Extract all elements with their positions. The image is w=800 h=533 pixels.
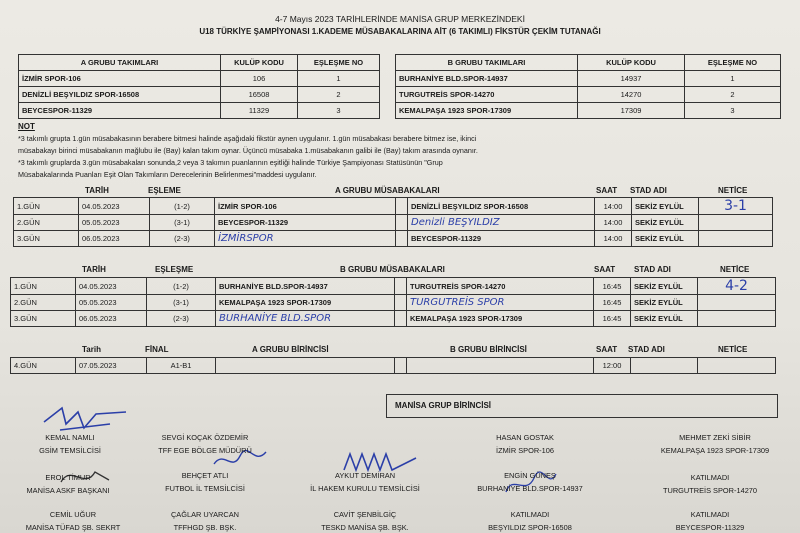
pair-cell: A1-B1 bbox=[147, 358, 216, 374]
document-title-line2: U18 TÜRKİYE ŞAMPİYONASI 1.KADEME MÜSABAKALARINA AİT (6 TAKIMLI) FİKSTÜR ÇEKİM TUTANAĞI bbox=[199, 27, 601, 36]
venue-cell: SEKİZ EYLÜL bbox=[631, 278, 698, 295]
note-line: *3 takımlı gruplarda 3.gün müsabakaları sonunda,2 veya 3 takımın puanlarının eşitliği halinde Türkiye Şampiyonası Statüsünün "Grup bbox=[18, 158, 443, 167]
signature-name: CAVİT ŞENBİLGİÇ bbox=[333, 510, 397, 519]
notes-title: NOT bbox=[18, 122, 35, 131]
home-team-cell: İZMİRSPOR bbox=[215, 231, 396, 247]
table-row bbox=[396, 71, 781, 87]
day-cell: 3.GÜN bbox=[14, 231, 79, 247]
code-cell: 16508 bbox=[221, 87, 298, 103]
pair-cell: 3 bbox=[685, 103, 781, 119]
signature-name: CEMİL UĞUR bbox=[49, 510, 97, 519]
group-b-teams-table bbox=[395, 54, 781, 119]
note-line: müsabakayı birinci müsabakanın mağlubu ile (Bay) kalan takım oynar. Üçüncü müsabaka 1.müsabakanın galibi ile (Bay) takım arasında oynanır. bbox=[18, 146, 478, 155]
pair-cell: 2 bbox=[298, 87, 380, 103]
table-row bbox=[396, 103, 781, 119]
away-team-cell: TURGUTREİS SPOR-14270 bbox=[407, 278, 594, 295]
signature-title: MANİSA ASKF BAŞKANI bbox=[26, 486, 110, 495]
signature-title: TESKD MANİSA ŞB. BŞK. bbox=[321, 523, 409, 532]
note-line: *3 takımlı grupta 1.gün müsabakasının berabere bitmesi halinde aşağıdaki fikstür aynen uygulanır. 1.gün müsabakası berabere bitmez ise, ikinci bbox=[18, 134, 477, 143]
time-cell: 16:45 bbox=[594, 311, 631, 327]
venue-cell: SEKİZ EYLÜL bbox=[632, 231, 699, 247]
signature-title: TURGUTREİS SPOR-14270 bbox=[662, 486, 758, 495]
col-header: B GRUBU TAKIMLARI bbox=[396, 55, 578, 71]
signature-name: KATILMADI bbox=[690, 473, 730, 482]
group-winner-box bbox=[386, 394, 778, 418]
home-team-cell: BEYCESPOR-11329 bbox=[215, 215, 396, 231]
venue-cell: SEKİZ EYLÜL bbox=[631, 311, 698, 327]
team-cell: DENİZLİ BEŞYILDIZ SPOR-16508 bbox=[19, 87, 221, 103]
time-cell: 14:00 bbox=[595, 198, 632, 215]
signature-title: BEYCESPOR-11329 bbox=[675, 523, 745, 532]
venue-cell bbox=[631, 358, 698, 374]
time-cell: 16:45 bbox=[594, 295, 631, 311]
away-team-cell: TURGUTREİS SPOR bbox=[407, 295, 594, 311]
home-team-cell: İZMİR SPOR-106 bbox=[215, 198, 396, 215]
col-header: TARİH bbox=[85, 186, 109, 195]
result-cell: 3-1 bbox=[699, 198, 773, 215]
date-cell: 05.05.2023 bbox=[76, 295, 147, 311]
away-team-cell: BEYCESPOR-11329 bbox=[408, 231, 595, 247]
pair-cell: (3-1) bbox=[147, 295, 216, 311]
table-row bbox=[11, 311, 776, 327]
col-header: KULÜP KODU bbox=[221, 55, 298, 71]
pair-cell: 1 bbox=[685, 71, 781, 87]
team-cell: İZMİR SPOR-106 bbox=[19, 71, 221, 87]
pair-cell: (1-2) bbox=[147, 278, 216, 295]
time-cell: 16:45 bbox=[594, 278, 631, 295]
col-header: EŞLEŞME bbox=[155, 265, 194, 274]
section-title: B GRUBU MÜSABAKALARI bbox=[340, 265, 445, 274]
signature-title: BURHANİYE BLD.SPOR-14937 bbox=[477, 484, 583, 493]
venue-cell: SEKİZ EYLÜL bbox=[632, 198, 699, 215]
table-row bbox=[19, 87, 380, 103]
day-cell: 3.GÜN bbox=[11, 311, 76, 327]
away-team-cell: DENİZLİ BEŞYILDIZ SPOR-16508 bbox=[408, 198, 595, 215]
day-cell: 4.GÜN bbox=[11, 358, 76, 374]
col-header: EŞLEŞME NO bbox=[685, 55, 781, 71]
day-cell: 2.GÜN bbox=[11, 295, 76, 311]
time-cell: 14:00 bbox=[595, 231, 632, 247]
table-row bbox=[14, 215, 773, 231]
day-cell: 1.GÜN bbox=[14, 198, 79, 215]
signature-name: ENGİN GÜNEŞ bbox=[504, 471, 556, 480]
col-header: A GRUBU BİRİNCİSİ bbox=[252, 345, 329, 354]
venue-cell: SEKİZ EYLÜL bbox=[632, 215, 699, 231]
document-title-line1: 4-7 Mayıs 2023 TARİHLERİNDE MANİSA GRUP MERKEZİNDEKİ bbox=[275, 14, 525, 24]
signature-title: İZMİR SPOR-106 bbox=[496, 446, 554, 455]
day-cell: 2.GÜN bbox=[14, 215, 79, 231]
code-cell: 11329 bbox=[221, 103, 298, 119]
result-cell bbox=[698, 295, 776, 311]
team-cell: BURHANİYE BLD.SPOR-14937 bbox=[396, 71, 578, 87]
col-header: STAD ADI bbox=[634, 265, 671, 274]
result-cell: 4-2 bbox=[698, 278, 776, 295]
col-header: STAD ADI bbox=[630, 186, 667, 195]
signature-name: AYKUT DEMİRAN bbox=[334, 471, 396, 480]
date-cell: 06.05.2023 bbox=[76, 311, 147, 327]
result-cell bbox=[699, 215, 773, 231]
home-team-cell: KEMALPAŞA 1923 SPOR-17309 bbox=[216, 295, 395, 311]
group-a-teams-table bbox=[18, 54, 380, 119]
signature-name: BEHÇET ATLI bbox=[181, 471, 229, 480]
day-cell: 1.GÜN bbox=[11, 278, 76, 295]
col-header: EŞLEME bbox=[148, 186, 181, 195]
date-cell: 05.05.2023 bbox=[79, 215, 150, 231]
group-b-matches-table bbox=[10, 277, 776, 327]
col-header: A GRUBU TAKIMLARI bbox=[19, 55, 221, 71]
col-header: SAAT bbox=[594, 265, 616, 274]
date-cell: 04.05.2023 bbox=[79, 198, 150, 215]
table-row bbox=[11, 295, 776, 311]
group-a-matches-table bbox=[13, 197, 773, 247]
signature-name: ÇAĞLAR UYARCAN bbox=[170, 510, 240, 519]
team-cell: KEMALPAŞA 1923 SPOR-17309 bbox=[396, 103, 578, 119]
signature-name: KATILMADI bbox=[690, 510, 730, 519]
pair-cell: (1-2) bbox=[150, 198, 215, 215]
pair-cell: 1 bbox=[298, 71, 380, 87]
col-header: Tarih bbox=[82, 345, 101, 354]
home-team-cell: BURHANİYE BLD.SPOR-14937 bbox=[216, 278, 395, 295]
table-row bbox=[19, 71, 380, 87]
col-header: KULÜP KODU bbox=[578, 55, 685, 71]
note-line: Müsabakalarında Puanları Eşit Olan Takımların Derecelerinin Belirlenmesi"maddesi uygulanır. bbox=[18, 170, 317, 179]
away-team-cell: KEMALPAŞA 1923 SPOR-17309 bbox=[407, 311, 594, 327]
col-header: NETİCE bbox=[718, 186, 748, 195]
group-winner-label: MANİSA GRUP BİRİNCİSİ bbox=[395, 401, 492, 410]
code-cell: 14270 bbox=[578, 87, 685, 103]
table-row bbox=[11, 278, 776, 295]
signature-name: KATILMADI bbox=[510, 510, 550, 519]
result-cell bbox=[699, 231, 773, 247]
team-cell: BEYCESPOR-11329 bbox=[19, 103, 221, 119]
signature-name: KEMAL NAMLI bbox=[45, 433, 95, 442]
pair-cell: (2-3) bbox=[150, 231, 215, 247]
code-cell: 17309 bbox=[578, 103, 685, 119]
time-cell: 14:00 bbox=[595, 215, 632, 231]
pair-cell: (3-1) bbox=[150, 215, 215, 231]
time-cell: 12:00 bbox=[594, 358, 631, 374]
col-header: SAAT bbox=[596, 345, 618, 354]
code-cell: 106 bbox=[221, 71, 298, 87]
signature-title: KEMALPAŞA 1923 SPOR-17309 bbox=[660, 446, 770, 455]
signature-title: MANİSA TÜFAD ŞB. SEKRT bbox=[25, 523, 121, 532]
col-header: TARİH bbox=[82, 265, 106, 274]
signature-name: MEHMET ZEKİ SİBİR bbox=[679, 433, 751, 442]
result-cell bbox=[698, 311, 776, 327]
final-match-table bbox=[10, 357, 776, 374]
signature-title: BEŞYILDIZ SPOR-16508 bbox=[488, 523, 572, 532]
col-header: FİNAL bbox=[145, 345, 169, 354]
signature-title: GSİM TEMSİLCİSİ bbox=[39, 446, 101, 455]
pair-cell: 2 bbox=[685, 87, 781, 103]
table-row bbox=[14, 231, 773, 247]
col-header: SAAT bbox=[596, 186, 618, 195]
away-team-cell: Denizli BEŞYILDIZ bbox=[408, 215, 595, 231]
section-title: A GRUBU MÜSABAKALARI bbox=[335, 186, 440, 195]
signature-title: TFFHGD ŞB. BŞK. bbox=[173, 523, 237, 532]
table-row bbox=[19, 103, 380, 119]
signature-title: İL HAKEM KURULU TEMSİLCİSİ bbox=[310, 484, 420, 493]
table-row bbox=[396, 87, 781, 103]
team-cell: TURGUTREİS SPOR-14270 bbox=[396, 87, 578, 103]
code-cell: 14937 bbox=[578, 71, 685, 87]
col-header: NETİCE bbox=[718, 345, 748, 354]
date-cell: 04.05.2023 bbox=[76, 278, 147, 295]
col-header: STAD ADI bbox=[628, 345, 665, 354]
venue-cell: SEKİZ EYLÜL bbox=[631, 295, 698, 311]
table-row bbox=[14, 198, 773, 215]
pair-cell: (2-3) bbox=[147, 311, 216, 327]
signature-name: EROL TİMUR bbox=[45, 473, 91, 482]
col-header: NETİCE bbox=[720, 265, 750, 274]
col-header: EŞLEŞME NO bbox=[298, 55, 380, 71]
signature-title: TFF EGE BÖLGE MÜDÜRÜ bbox=[158, 446, 252, 455]
home-team-cell: BURHANİYE BLD.SPOR bbox=[216, 311, 395, 327]
date-cell: 06.05.2023 bbox=[79, 231, 150, 247]
signature-name: SEVGİ KOÇAK ÖZDEMİR bbox=[161, 433, 249, 442]
date-cell: 07.05.2023 bbox=[76, 358, 147, 374]
signature-title: FUTBOL İL TEMSİLCİSİ bbox=[165, 484, 245, 493]
col-header: B GRUBU BİRİNCİSİ bbox=[450, 345, 527, 354]
pair-cell: 3 bbox=[298, 103, 380, 119]
signature-name: HASAN GOSTAK bbox=[496, 433, 554, 442]
table-row bbox=[11, 358, 776, 374]
